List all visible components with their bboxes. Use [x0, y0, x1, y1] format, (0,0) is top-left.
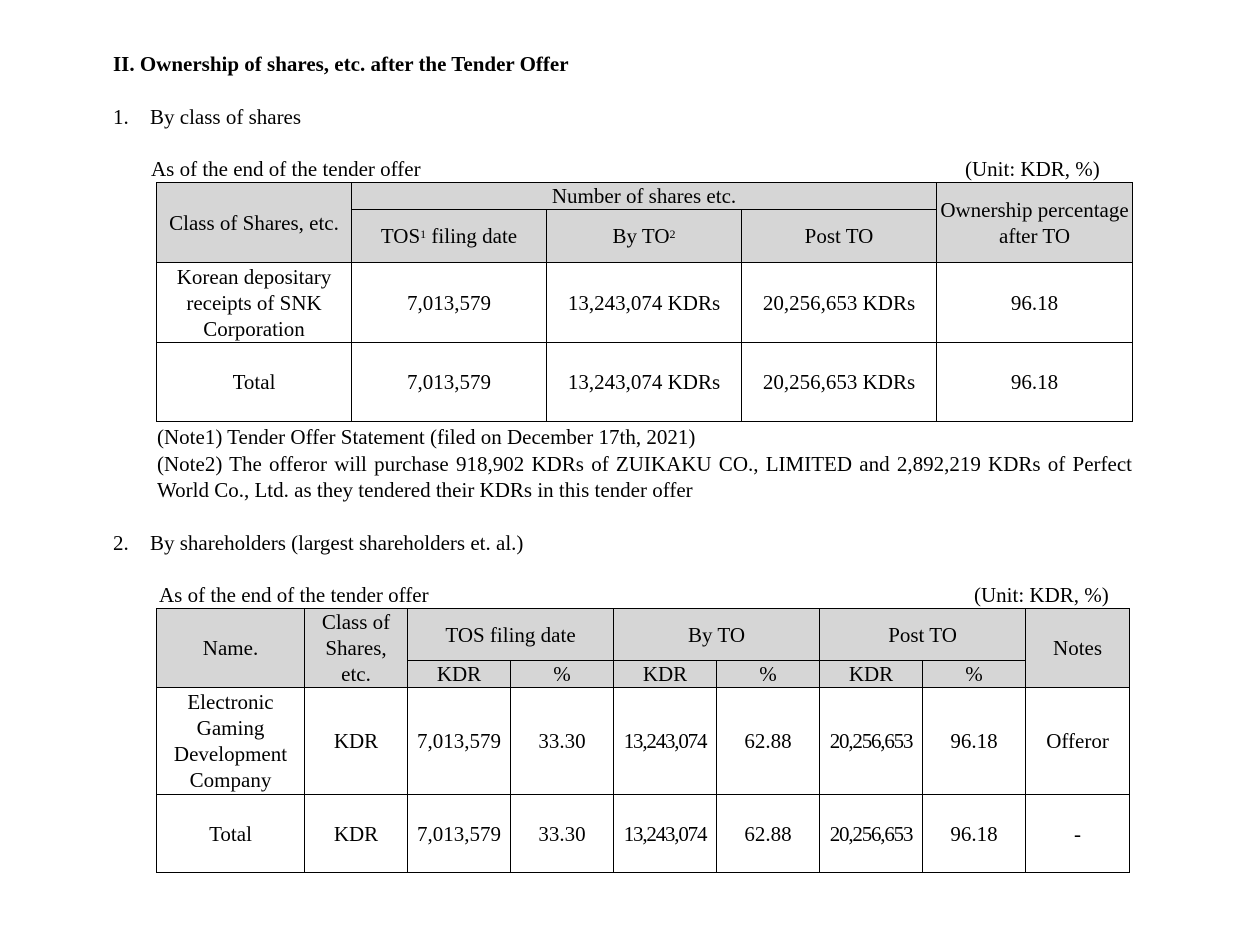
- section1-number: 1.: [113, 105, 129, 129]
- footnote-marker-2: 2: [669, 227, 676, 241]
- class-of-shares-table: [156, 182, 1133, 422]
- cell-by-to: 13,243,074 KDRs: [547, 263, 742, 343]
- header-number-of-shares: Number of shares etc.: [352, 183, 937, 210]
- cell-tos-kdr: 7,013,579: [408, 795, 511, 873]
- cell-post-pct: 96.18: [923, 795, 1026, 873]
- header-ownership-percentage: Ownership percentage after TO: [937, 183, 1133, 263]
- section1-title: By class of shares: [150, 105, 302, 129]
- header-tos-pct: %: [511, 661, 614, 688]
- cell-post-to: 20,256,653 KDRs: [742, 343, 937, 422]
- section2-title: By shareholders (largest shareholders et. al.): [150, 531, 524, 555]
- cell-post-to: 20,256,653 KDRs: [742, 263, 937, 343]
- cell-post-kdr: 20,256,653: [820, 688, 923, 795]
- cell-tos-pct: 33.30: [511, 688, 614, 795]
- cell-name: Total: [157, 795, 305, 873]
- cell-tos: 7,013,579: [352, 343, 547, 422]
- cell-post-kdr: 20,256,653: [820, 795, 923, 873]
- cell-tos-pct: 33.30: [511, 795, 614, 873]
- cell-class: Korean depositary receipts of SNK Corporation: [157, 263, 352, 343]
- note-2: (Note2) The offeror will purchase 918,902 KDRs of ZUIKAKU CO., LIMITED and 2,892,219 KDRs of Perfect World Co., Ltd. as they tendered their KDRs in this tender offer: [157, 452, 1132, 502]
- table-row-total: [157, 795, 1130, 873]
- header-by-pct: %: [717, 661, 820, 688]
- header-name: Name.: [157, 609, 305, 688]
- cell-by-pct: 62.88: [717, 688, 820, 795]
- table-row: [157, 688, 1130, 795]
- header-tos-kdr: KDR: [408, 661, 511, 688]
- header-by-kdr: KDR: [614, 661, 717, 688]
- cell-by-pct: 62.88: [717, 795, 820, 873]
- cell-pct: 96.18: [937, 263, 1133, 343]
- table-row: [157, 263, 1133, 343]
- section1-unit: (Unit: KDR, %): [965, 157, 1100, 181]
- cell-tos-kdr: 7,013,579: [408, 688, 511, 795]
- cell-by-to: 13,243,074 KDRs: [547, 343, 742, 422]
- header-by-to: By $TO^2$: [547, 210, 742, 263]
- header-notes: Notes: [1026, 609, 1130, 688]
- footnote-marker-1: 1: [420, 227, 427, 241]
- table-row-total: [157, 343, 1133, 422]
- header-tos-filing-date: TOS$^1$ filing date: [352, 210, 547, 263]
- cell-notes: -: [1026, 795, 1130, 873]
- header-post-pct: %: [923, 661, 1026, 688]
- header-post-kdr: KDR: [820, 661, 923, 688]
- section2-as-of: As of the end of the tender offer: [159, 583, 429, 607]
- shareholders-table: [156, 608, 1130, 873]
- cell-by-kdr: 13,243,074: [614, 688, 717, 795]
- section2-number: 2.: [113, 531, 129, 555]
- page-heading: II. Ownership of shares, etc. after the Tender Offer: [113, 52, 569, 76]
- cell-class: KDR: [305, 688, 408, 795]
- header-post-to: Post TO: [820, 609, 1026, 661]
- section1-as-of: As of the end of the tender offer: [151, 157, 421, 181]
- header-tos-filing-date: TOS filing date: [408, 609, 614, 661]
- header-post-to: Post TO: [742, 210, 937, 263]
- section2-unit: (Unit: KDR, %): [974, 583, 1109, 607]
- header-class-of-shares: Class of Shares, etc.: [157, 183, 352, 263]
- cell-pct: 96.18: [937, 343, 1133, 422]
- cell-class: Total: [157, 343, 352, 422]
- cell-by-kdr: 13,243,074: [614, 795, 717, 873]
- cell-class: KDR: [305, 795, 408, 873]
- header-class-of-shares: Class of Shares, etc.: [305, 609, 408, 688]
- note-1: (Note1) Tender Offer Statement (filed on December 17th, 2021): [157, 425, 696, 449]
- header-by-to: By TO: [614, 609, 820, 661]
- cell-notes: Offeror: [1026, 688, 1130, 795]
- cell-name: Electronic Gaming Development Company: [157, 688, 305, 795]
- cell-post-pct: 96.18: [923, 688, 1026, 795]
- cell-tos: 7,013,579: [352, 263, 547, 343]
